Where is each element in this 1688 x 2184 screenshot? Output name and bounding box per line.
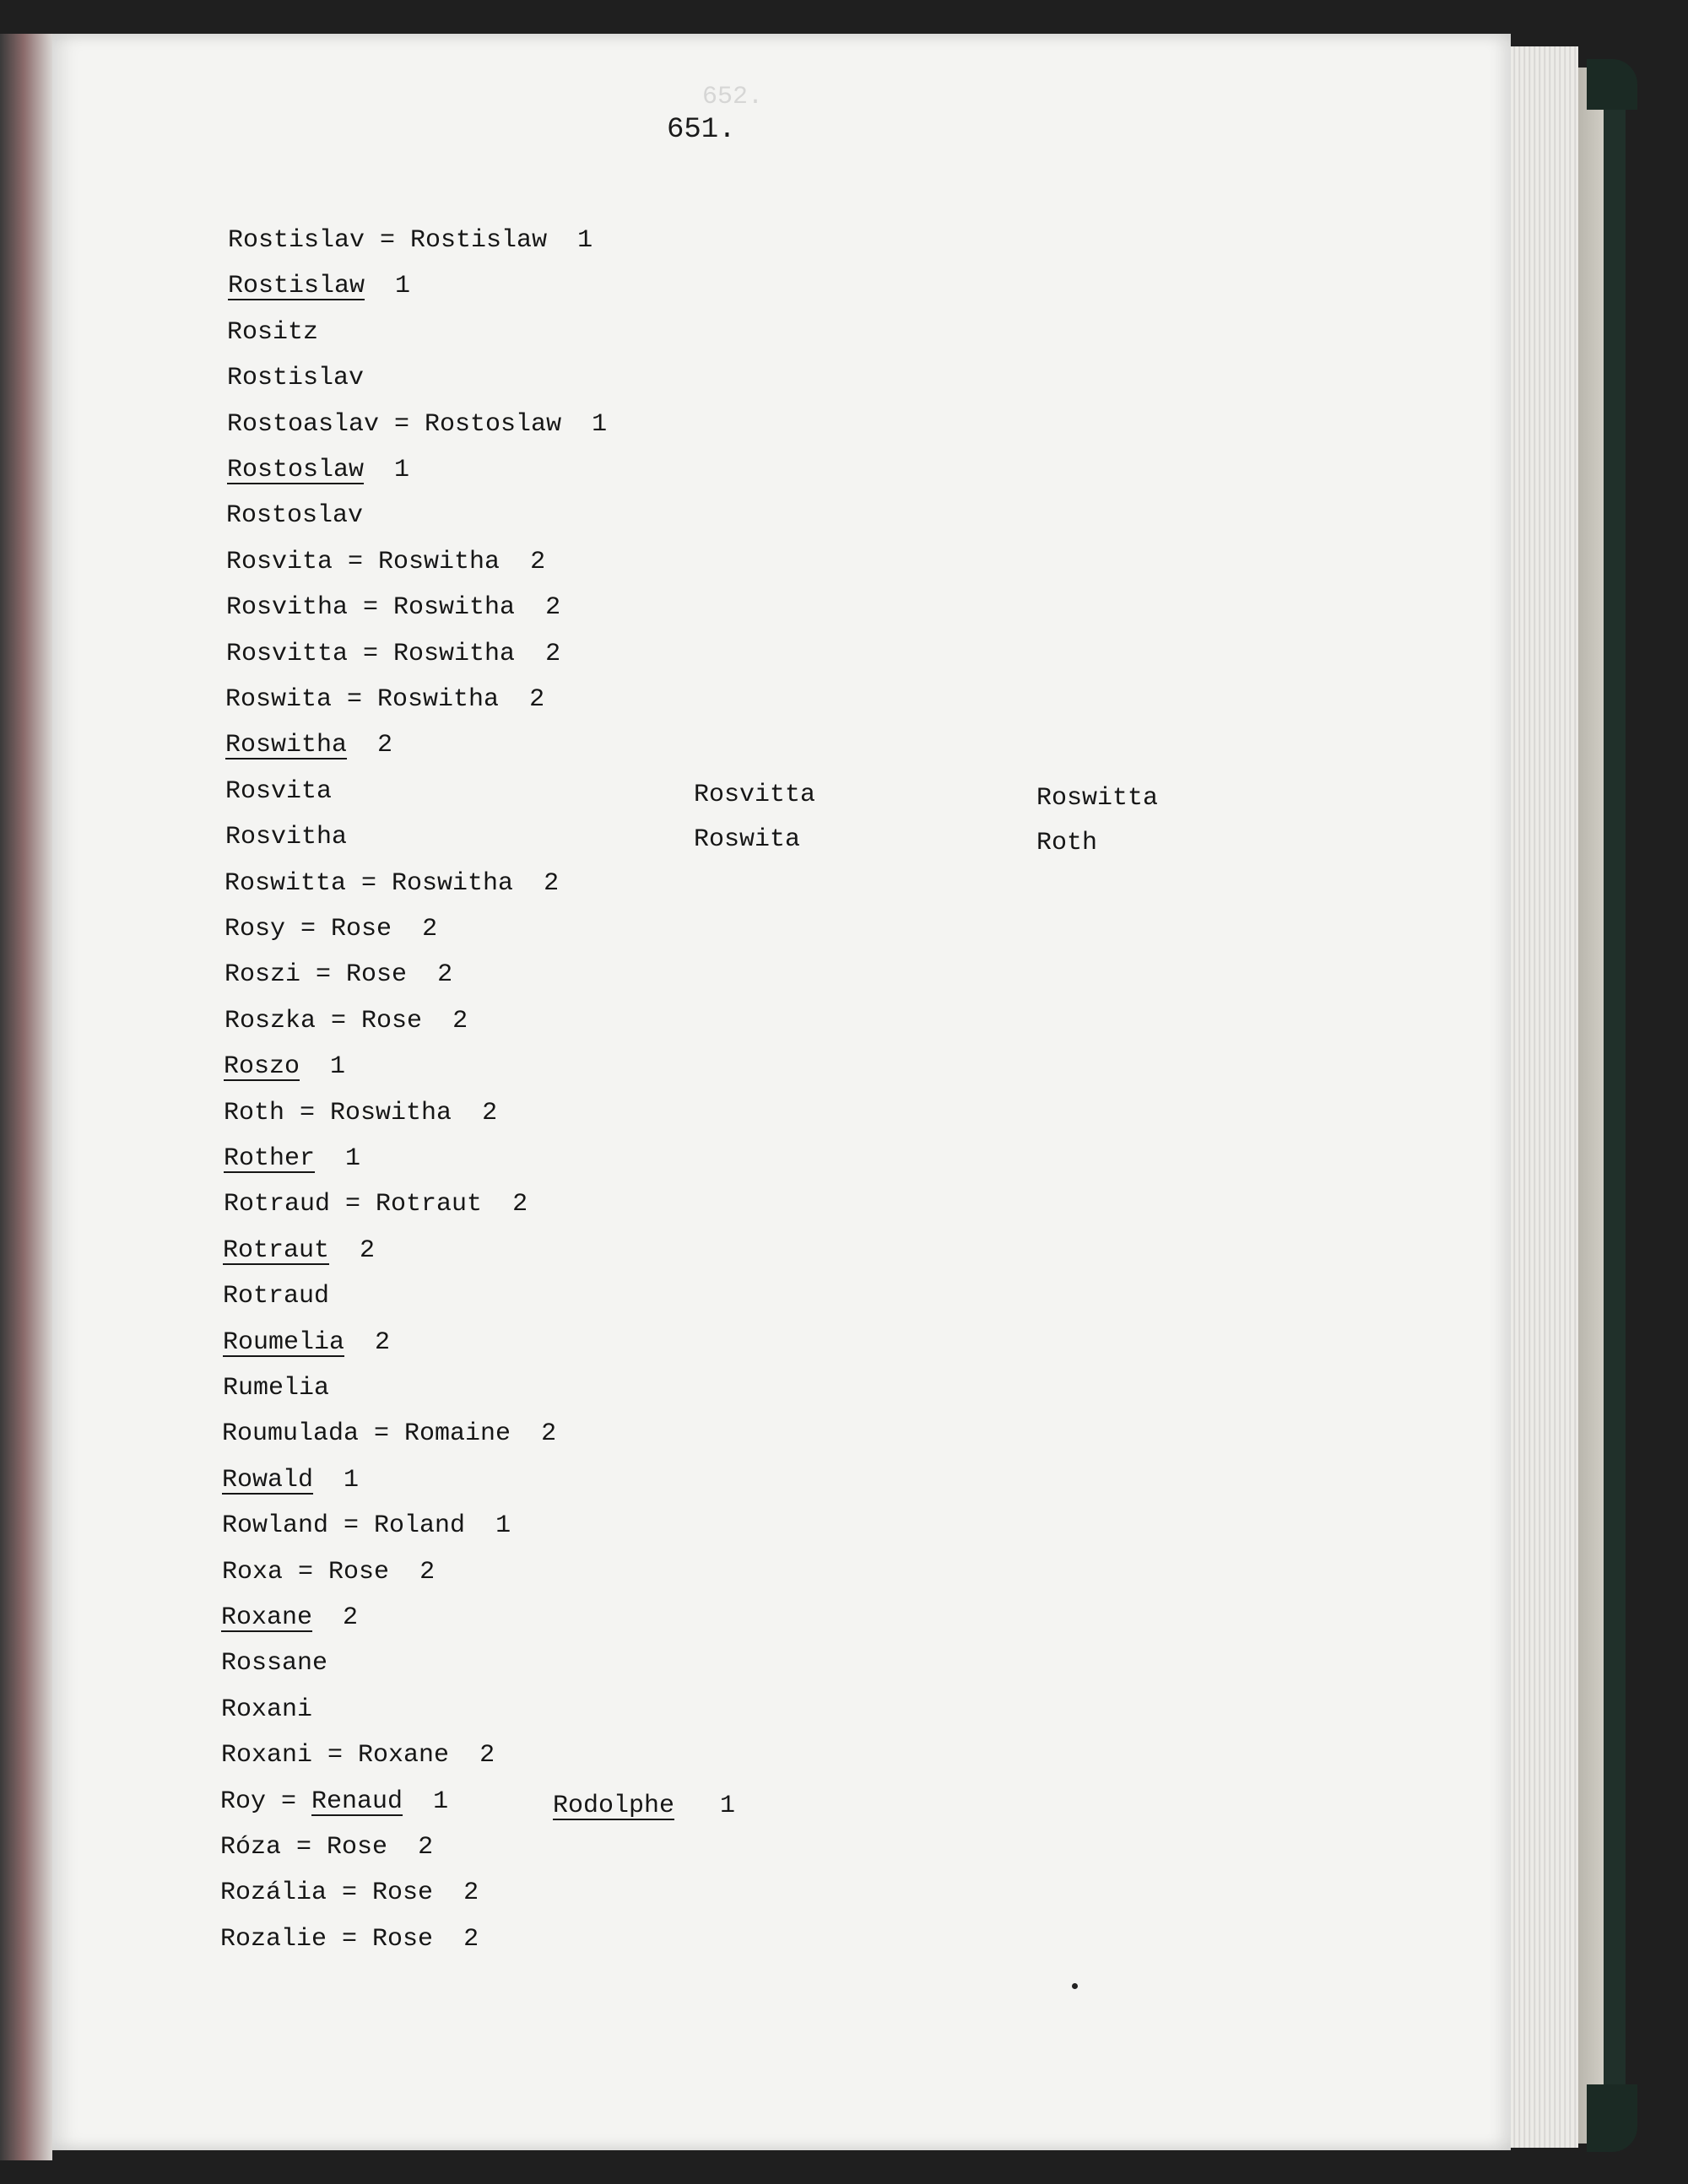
entry-relation: = Roswitha bbox=[284, 1099, 452, 1127]
entry-row bbox=[222, 1463, 359, 1497]
entry-head: Rostoaslav bbox=[227, 410, 380, 439]
entry-row bbox=[221, 1693, 312, 1727]
entry-count: 2 bbox=[482, 1099, 498, 1127]
entry-relation: = Romaine bbox=[359, 1419, 511, 1448]
entry-count: 2 bbox=[452, 1007, 468, 1035]
entry-head: Rotraud bbox=[223, 1282, 330, 1311]
entry-head: Rosvitha bbox=[226, 593, 349, 622]
entry-row bbox=[226, 499, 363, 532]
entry-relation: = Roxane bbox=[312, 1741, 450, 1770]
entry-row bbox=[223, 1234, 375, 1268]
entry-row bbox=[224, 1187, 528, 1221]
entry-head: Roswitta bbox=[225, 869, 347, 898]
entry-row bbox=[220, 1922, 479, 1956]
entry-row bbox=[225, 1004, 468, 1038]
entry-head: Rostoslaw bbox=[227, 456, 365, 484]
entry-head: Roth bbox=[224, 1099, 285, 1127]
entry-relation: = Roswitha bbox=[333, 548, 500, 576]
entry-count: 1 bbox=[433, 1787, 449, 1816]
entry-head: Rosy bbox=[225, 915, 286, 943]
entry-head: Rostislaw bbox=[228, 272, 365, 300]
entry-relation: = Rose bbox=[281, 1833, 388, 1862]
entry-count: 2 bbox=[343, 1603, 359, 1632]
entry-count: 2 bbox=[437, 960, 453, 989]
entry-count: 2 bbox=[530, 548, 546, 576]
side-entry: Roswitta bbox=[1036, 784, 1159, 813]
entry-head: Rostislav bbox=[227, 364, 365, 392]
entry-count: 1 bbox=[577, 226, 593, 255]
entry-count: 2 bbox=[419, 1558, 436, 1587]
entry-relation: = Rose bbox=[300, 960, 408, 989]
entry-count: 2 bbox=[463, 1879, 479, 1907]
entry-relation: = Rose bbox=[327, 1879, 434, 1907]
entry-head: Rossane bbox=[221, 1649, 328, 1678]
entry-relation: = Roswitha bbox=[332, 685, 500, 714]
entry-row bbox=[220, 1876, 479, 1910]
entry-head: Rostoslav bbox=[226, 501, 364, 530]
page-edges bbox=[1511, 46, 1578, 2148]
entry-row bbox=[225, 958, 452, 992]
entry-row bbox=[227, 408, 607, 441]
entry-row bbox=[220, 1830, 433, 1864]
side-entry: Roth bbox=[1036, 829, 1098, 857]
entry-count: 2 bbox=[544, 869, 560, 898]
entry-relation: = Rose bbox=[327, 1925, 434, 1954]
entry-count: 1 bbox=[330, 1052, 346, 1081]
entry-relation: = Rose bbox=[283, 1558, 390, 1587]
entry-count: 2 bbox=[512, 1190, 528, 1219]
entry-row bbox=[226, 545, 545, 579]
entry-relation: = Rostislaw bbox=[365, 226, 548, 255]
entry-head: Roxani bbox=[221, 1741, 313, 1770]
entry-row bbox=[228, 269, 410, 303]
entry-row bbox=[226, 637, 560, 671]
entry-row bbox=[227, 316, 318, 349]
entry-row bbox=[221, 1601, 358, 1635]
entry-relation: = Roswitha bbox=[346, 869, 514, 898]
entry-count: 2 bbox=[541, 1419, 557, 1448]
entry-relation: = bbox=[266, 1787, 312, 1816]
entry-count: 2 bbox=[529, 685, 545, 714]
entry-count: 2 bbox=[463, 1925, 479, 1954]
entry-head: Rozália bbox=[220, 1879, 327, 1907]
entry-row bbox=[225, 912, 437, 946]
side-entry: Rosvitta bbox=[694, 781, 816, 809]
entry-count: 2 bbox=[418, 1833, 434, 1862]
entry-row bbox=[225, 775, 332, 808]
entry-head: Rostislav bbox=[228, 226, 365, 255]
entry-head: Rotraud bbox=[224, 1190, 331, 1219]
entry-relation: = Roswitha bbox=[348, 593, 516, 622]
entry-head: Rosvitha bbox=[225, 823, 348, 851]
entry-relation: = Rotraut bbox=[330, 1190, 483, 1219]
cover-corner bbox=[1587, 2084, 1637, 2152]
entry-row bbox=[220, 1785, 448, 1819]
entry-head: Rowland bbox=[222, 1511, 329, 1540]
entry-head: Rosvitta bbox=[226, 640, 349, 668]
entry-count: 2 bbox=[360, 1236, 376, 1265]
bleed-through-page-number: 652. bbox=[702, 83, 764, 111]
entry-row bbox=[224, 1142, 360, 1176]
entry-row bbox=[223, 1279, 329, 1313]
entry-head: Roxane bbox=[221, 1603, 313, 1632]
entry-count: 2 bbox=[545, 640, 561, 668]
entry-head: Roszka bbox=[225, 1007, 316, 1035]
entry-row bbox=[222, 1417, 556, 1451]
entry-row bbox=[224, 1096, 497, 1130]
entry-relation: = Rose bbox=[316, 1007, 423, 1035]
side-entry: Rodolphe 1 bbox=[553, 1792, 736, 1820]
cover-corner bbox=[1587, 59, 1637, 110]
entry-row bbox=[222, 1555, 435, 1589]
entry-head: Rozalie bbox=[220, 1925, 327, 1954]
entry-head: Rother bbox=[224, 1144, 316, 1173]
entry-row bbox=[224, 1050, 345, 1084]
entry-row bbox=[228, 224, 592, 257]
entry-relation: = Rostoslaw bbox=[379, 410, 562, 439]
entry-count: 2 bbox=[375, 1328, 391, 1357]
entry-head: Rowald bbox=[222, 1466, 314, 1495]
entry-relation: = Roswitha bbox=[348, 640, 516, 668]
book-cover bbox=[1578, 68, 1626, 2143]
entry-head: Roswita bbox=[225, 685, 333, 714]
entry-relation: = Rose bbox=[285, 915, 392, 943]
entry-row bbox=[225, 867, 559, 900]
entry-count: 1 bbox=[592, 410, 608, 439]
entry-head: Roxani bbox=[221, 1695, 313, 1724]
entry-row bbox=[227, 453, 409, 487]
entry-row bbox=[225, 683, 544, 716]
entry-head: Rosvita bbox=[226, 548, 333, 576]
entry-count: 1 bbox=[395, 272, 411, 300]
entry-count: 2 bbox=[545, 593, 561, 622]
entry-head: Róza bbox=[220, 1833, 282, 1862]
entry-count: 2 bbox=[479, 1741, 495, 1770]
entry-head: Roxa bbox=[222, 1558, 284, 1587]
entry-head: Roy bbox=[220, 1787, 267, 1816]
entry-head: Rumelia bbox=[223, 1374, 330, 1403]
entry-head: Roszi bbox=[225, 960, 301, 989]
entry-relation: = Roland bbox=[328, 1511, 466, 1540]
entry-head: Roszo bbox=[224, 1052, 300, 1081]
entry-head: Roumulada bbox=[222, 1419, 360, 1448]
entry-count: 1 bbox=[345, 1144, 361, 1173]
entry-count: 1 bbox=[394, 456, 410, 484]
entry-row bbox=[225, 820, 347, 854]
ink-dot bbox=[1072, 1983, 1078, 1989]
entry-row bbox=[226, 591, 560, 624]
entry-row bbox=[221, 1646, 327, 1680]
entry-count: 1 bbox=[344, 1466, 360, 1495]
entry-row bbox=[223, 1371, 329, 1405]
entry-relation-target: Renaud bbox=[311, 1787, 403, 1816]
entry-head: Roswitha bbox=[225, 731, 348, 760]
entry-row bbox=[227, 361, 364, 395]
entry-count: 2 bbox=[422, 915, 438, 943]
entry-row bbox=[222, 1509, 511, 1543]
entry-head: Rotraut bbox=[223, 1236, 330, 1265]
entry-row bbox=[223, 1326, 390, 1360]
page-number: 651. bbox=[667, 114, 736, 146]
entry-row bbox=[221, 1738, 495, 1772]
side-entry: Roswita bbox=[694, 825, 801, 854]
left-page-spine bbox=[0, 34, 52, 2160]
entry-count: 2 bbox=[377, 731, 393, 760]
entry-count: 1 bbox=[495, 1511, 511, 1540]
entry-row bbox=[225, 728, 392, 762]
entry-head: Roumelia bbox=[223, 1328, 345, 1357]
entry-head: Rositz bbox=[227, 318, 319, 347]
entry-head: Rosvita bbox=[225, 777, 333, 806]
